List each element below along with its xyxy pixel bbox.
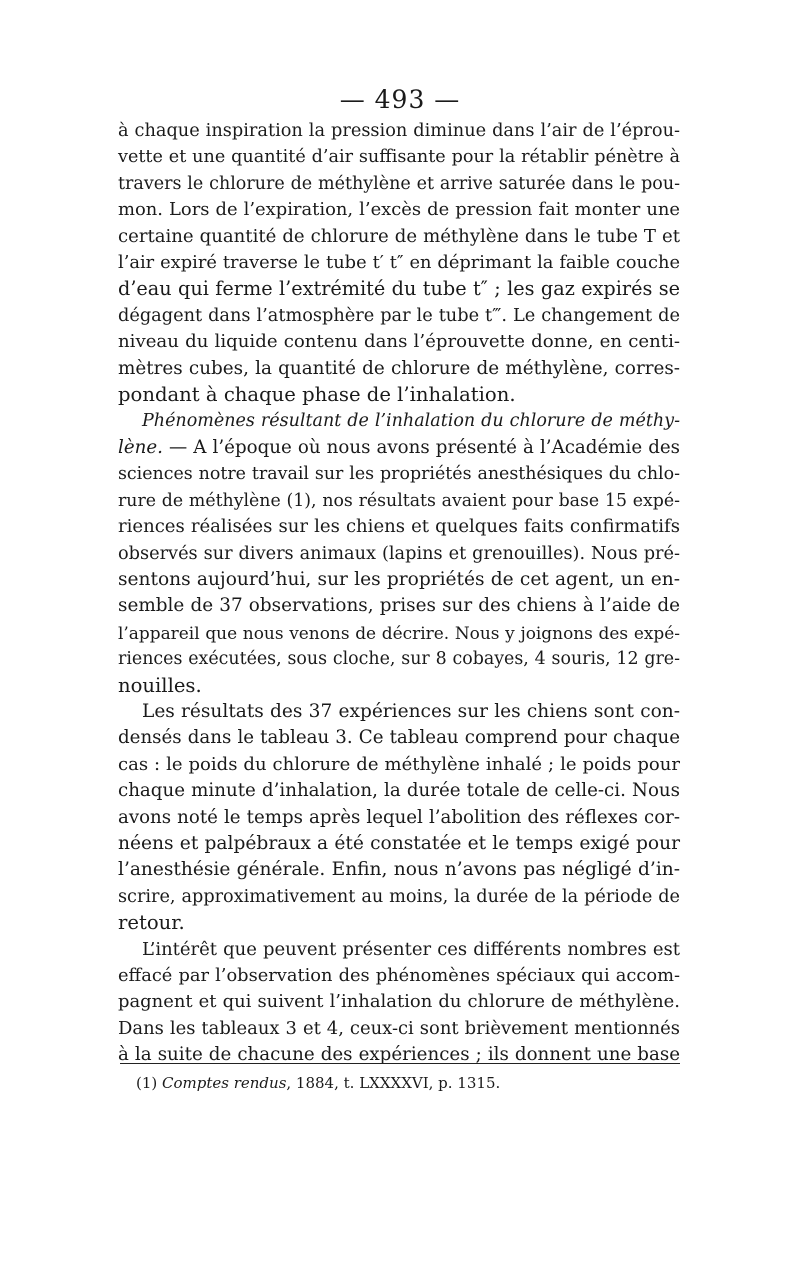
text-line: Dans les tableaux 3 et 4, ceux-ci sont brièvement mentionnés bbox=[118, 1017, 680, 1039]
text-line-rest: — A l’époque où nous avons présenté à l’Académie des bbox=[162, 436, 680, 458]
page-number: — 493 — bbox=[339, 85, 461, 114]
text-line: d’eau qui ferme l’extrémité du tube t″ ; les gaz expirés se bbox=[118, 277, 680, 301]
footnote-citation: , 1884, t. LXXXXVI, p. 1315. bbox=[286, 1074, 501, 1092]
text-line: à la suite de chacune des expériences ; ils donnent une base bbox=[118, 1044, 680, 1066]
text-line: chaque minute d’inhalation, la durée totale de celle-ci. Nous bbox=[118, 780, 680, 802]
text-line: l’anesthésie générale. Enfin, nous n’avons pas négligé d’in- bbox=[118, 859, 680, 881]
text-line: L’intérêt que peuvent présenter ces différents nombres est bbox=[142, 938, 680, 960]
text-line: l’air expiré traverse le tube t′ t″ en déprimant la faible couche bbox=[118, 252, 680, 274]
text-line: vette et une quantité d’air suffisante pour la rétablir pénètre à bbox=[118, 147, 680, 168]
text-line: à chaque inspiration la pression diminue dans l’air de l’éprou- bbox=[118, 121, 680, 141]
text-line: densés dans le tableau 3. Ce tableau comprend pour chaque bbox=[118, 727, 680, 749]
text-line: rure de méthylène (1), nos résultats avaient pour base 15 expé- bbox=[118, 490, 680, 511]
text-line: nouilles. bbox=[118, 673, 202, 697]
text-line: effacé par l’observation des phénomènes spéciaux qui accom- bbox=[118, 965, 680, 986]
text-line: dégagent dans l’atmosphère par le tube t‴. Le changement de bbox=[118, 305, 680, 326]
text-line: riences exécutées, sous cloche, sur 8 cobayes, 4 souris, 12 gre- bbox=[118, 649, 680, 670]
footnote-marker: (1) bbox=[136, 1074, 163, 1092]
text-line: certaine quantité de chlorure de méthylène dans le tube T et bbox=[118, 225, 680, 247]
text-line: mètres cubes, la quantité de chlorure de méthylène, corres- bbox=[118, 357, 680, 379]
text-line: Les résultats des 37 expériences sur les chiens sont con- bbox=[142, 700, 680, 722]
text-line: néens et palpébraux a été constatée et le temps exigé pour bbox=[118, 832, 680, 854]
footnote bbox=[136, 1073, 676, 1093]
section-heading-end: lène. bbox=[118, 436, 163, 458]
text-line: observés sur divers animaux (lapins et grenouilles). Nous pré- bbox=[118, 543, 680, 564]
text-line: l’appareil que nous venons de décrire. Nous y joignons des expé- bbox=[118, 622, 680, 643]
text-line: sciences notre travail sur les propriétés anesthésiques du chlo- bbox=[118, 464, 680, 485]
text-line: cas : le poids du chlorure de méthylène inhalé ; le poids pour bbox=[118, 753, 680, 775]
text-line: mon. Lors de l’expiration, l’excès de pression fait monter une bbox=[118, 199, 680, 221]
text-line: niveau du liquide contenu dans l’éprouvette donne, en centi- bbox=[118, 331, 680, 353]
text-line: scrire, approximativement au moins, la durée de la période de bbox=[118, 886, 680, 907]
footnote-source: Comptes rendus bbox=[162, 1074, 287, 1092]
text-line: sentons aujourd’hui, sur les propriétés de cet agent, un en- bbox=[118, 568, 680, 590]
text-line: riences réalisées sur les chiens et quelques faits confirmatifs bbox=[118, 516, 680, 538]
text-line: pondant à chaque phase de l’inhalation. bbox=[118, 383, 516, 407]
text-line: travers le chlorure de méthylène et arrive saturée dans le pou- bbox=[118, 173, 680, 194]
body-text bbox=[118, 118, 680, 1069]
text-line: semble de 37 observations, prises sur des chiens à l’aide de bbox=[118, 595, 680, 617]
text-line: avons noté le temps après lequel l’abolition des réflexes cor- bbox=[118, 806, 680, 828]
footnote-divider bbox=[120, 1063, 680, 1064]
text-line: retour. bbox=[118, 911, 185, 935]
section-heading: Phénomènes résultant de l’inhalation du chlorure de méthy- bbox=[142, 411, 680, 432]
text-line bbox=[118, 435, 680, 461]
text-line: pagnent et qui suivent l’inhalation du chlorure de méthylène. bbox=[118, 991, 680, 1013]
